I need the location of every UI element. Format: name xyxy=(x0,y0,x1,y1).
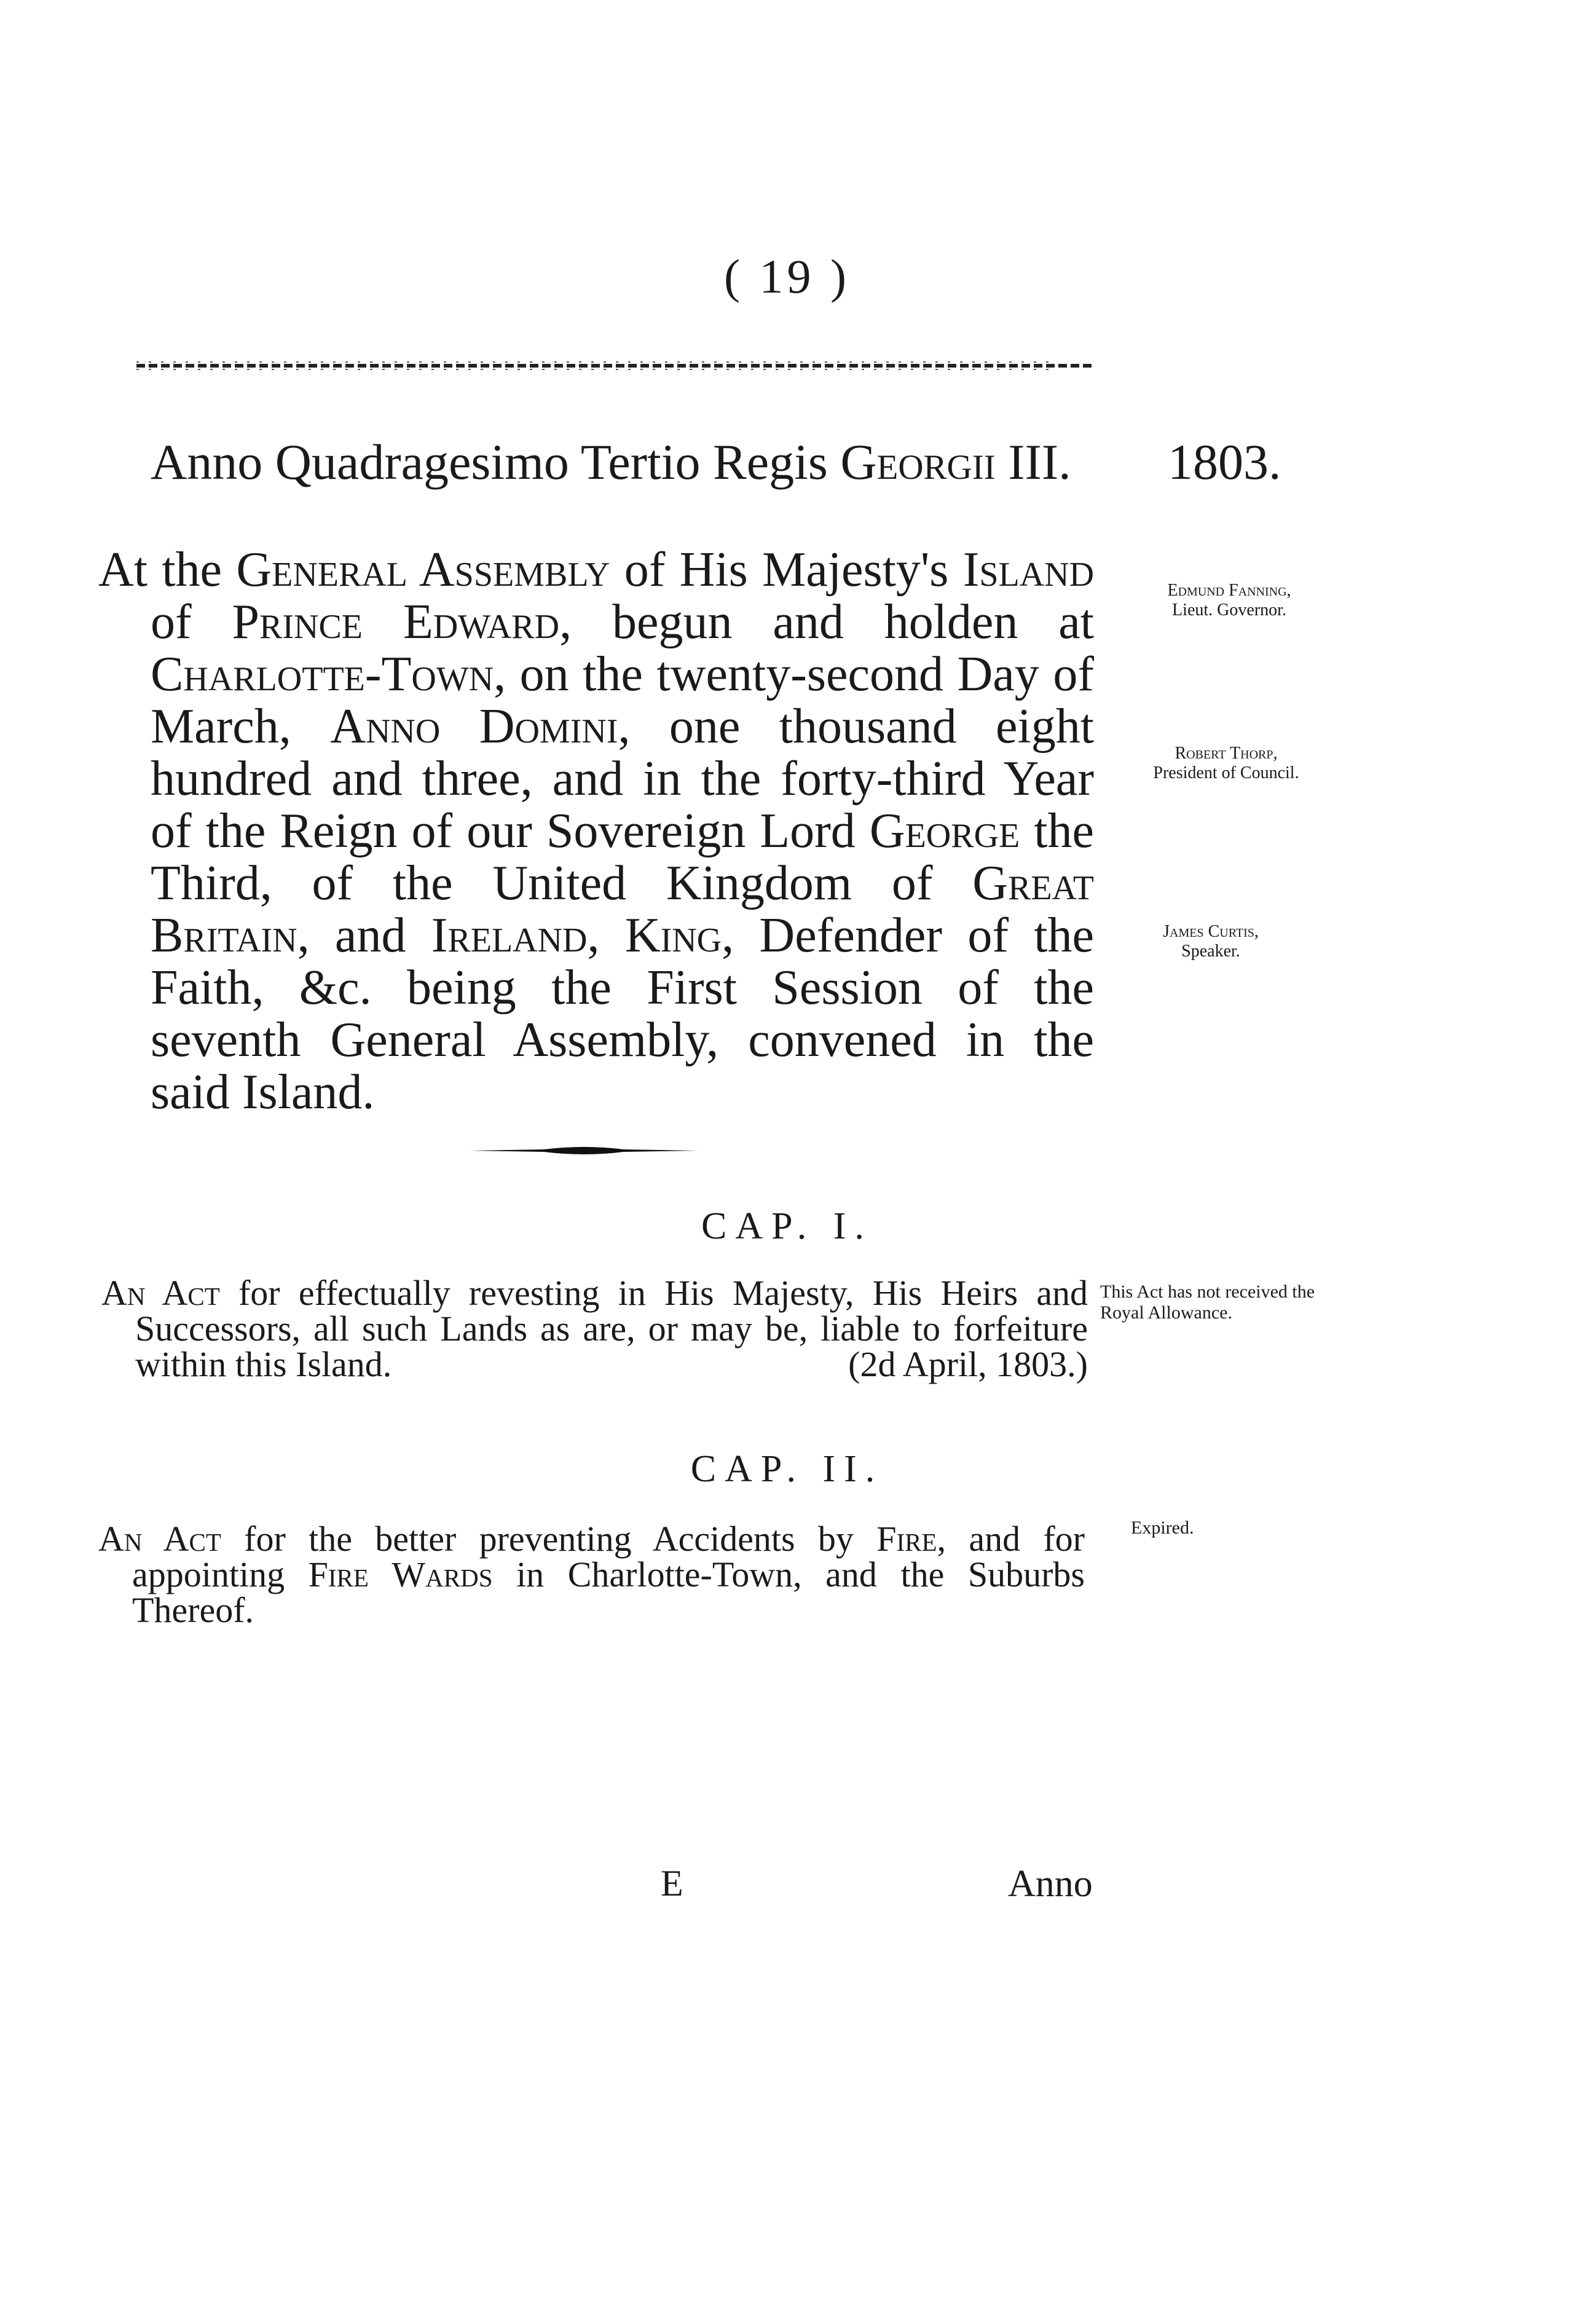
page-number: ( 19 ) xyxy=(724,250,850,303)
chapter-heading-cap-2: CAP. II. xyxy=(690,1448,884,1490)
ornamental-rule xyxy=(136,356,1095,375)
running-head-text: Anno Quadragesimo Tertio Regis xyxy=(151,434,841,490)
margin-note-governor: Edmund Fanning, Lieut. Governor. xyxy=(1167,581,1291,620)
margin-note-speaker: James Curtis, Speaker. xyxy=(1163,922,1259,961)
margin-note-royal-allowance: This Act has not received the Royal Allowance. xyxy=(1100,1282,1315,1323)
assembly-preamble: At the General Assembly of His Majesty's Island of Prince Edward, begun and holden at Charlotte-Town, on the twenty-second Day of March, Anno Domini, one thousand eight hundred and three, and in the forty-third Year of the Reign of our Sovereign Lord George the Third, of the United Kingdom of Great Britain, and Ireland, King, Defender of the Faith, &c. being the First Session of the seventh General Assembly, convened in the said Island. xyxy=(98,543,1095,1119)
act-cap-1: An Act for effectually revesting in His Majesty, His Heirs and Successors, all such Lands as are, or may be, liable to forfeiture within this Island. (2d April, 1803.) xyxy=(101,1273,1088,1384)
act-date: (2d April, 1803.) xyxy=(848,1344,1088,1384)
act-label: An Act xyxy=(98,1519,221,1559)
king-name: Georgii xyxy=(840,434,996,490)
margin-note-expired: Expired. xyxy=(1131,1518,1194,1538)
chapter-heading-cap-1: CAP. I. xyxy=(701,1205,873,1247)
margin-note-president: Robert Thorp, President of Council. xyxy=(1153,744,1299,782)
signature-mark: E xyxy=(661,1863,683,1904)
act-cap-2: An Act for the better preventing Accidents by Fire, and for appointing Fire Wards in Charlotte-Town, and the Suburbs Thereof. xyxy=(98,1519,1085,1630)
running-head xyxy=(151,433,1071,491)
catchword: Anno xyxy=(1008,1863,1093,1905)
section-divider xyxy=(470,1143,698,1158)
session-year: 1803. xyxy=(1168,434,1281,490)
regnal-number: III. xyxy=(995,434,1071,490)
act-label: An Act xyxy=(101,1273,220,1313)
